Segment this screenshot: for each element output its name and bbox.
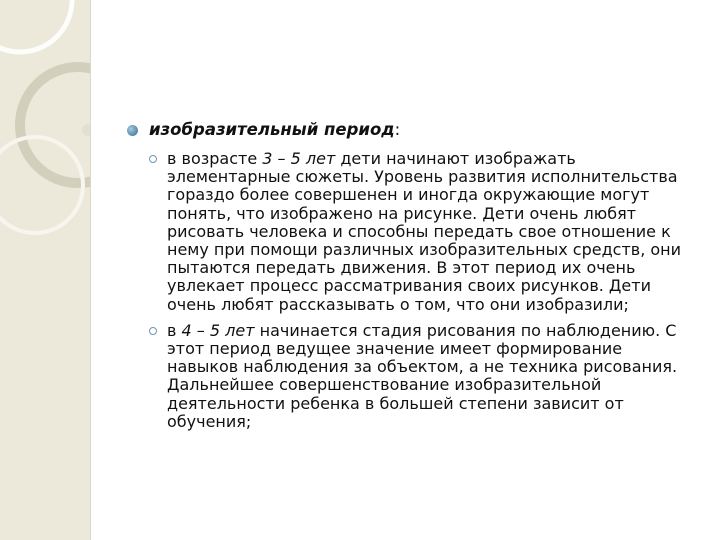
heading-term: изобразительный период [149,120,395,139]
list-item-text [167,150,697,314]
item-body: начинается стадия рисования по наблюдению. С этот период ведущее значение имеет формирование навыков наблюдения за объектом, а не техника рисования. Дальнейшее совершенствование изобразительной деятельности ребенка в большей степени зависит от обучения; [167,320,678,431]
item-emphasis: 4 – 5 лет [181,320,255,340]
item-body: дети начинают изображать элементарные сюжеты. Уровень развития исполнительства гораздо более совершенен и иногда окружающие могут понять, что изображено на рисунке. Дети очень любят рисовать человека и способны передать свое отношение к нему при помощи различных изобразительных средств, они пытаются передать движения. В этот период их очень увлекает процесс рассматривания своих рисунков. Дети очень любят рассказывать о том, что они изобразили; [167,149,682,314]
list-item-text [167,322,697,431]
item-prefix: в [167,320,182,340]
ring-bullet-icon [149,327,157,335]
heading-text [149,120,400,140]
heading-colon: : [394,120,401,139]
ring-bullet-icon [149,155,157,163]
list-item [149,322,707,431]
item-prefix: в возрасте [167,149,263,168]
item-emphasis: 3 – 5 лет [262,149,336,168]
list-item [149,150,707,314]
bullet-heading [127,120,707,140]
round-bullet-icon [127,125,138,136]
slide-content [127,120,707,439]
decorative-sidebar [0,0,91,540]
decorative-circles [0,0,90,540]
